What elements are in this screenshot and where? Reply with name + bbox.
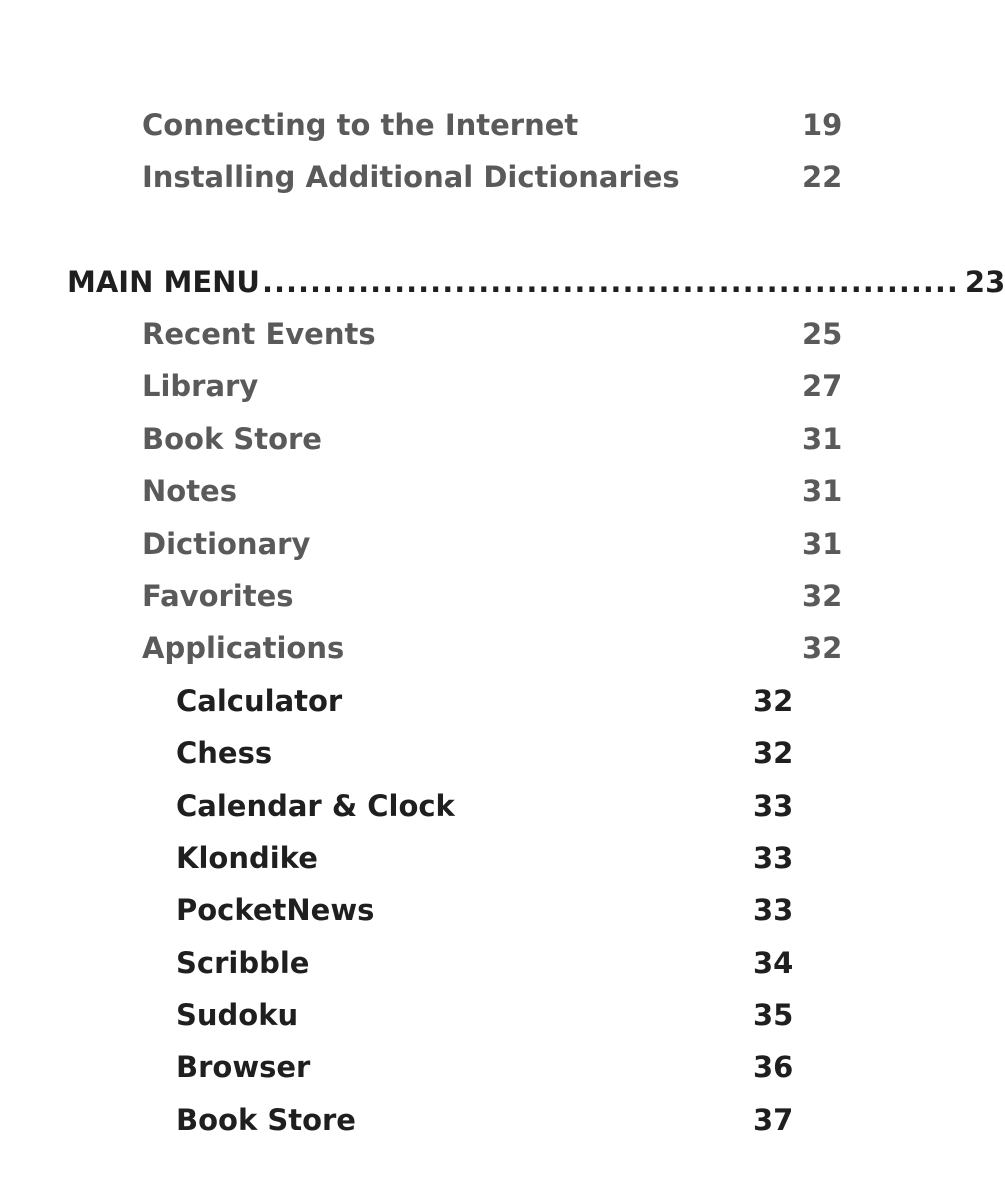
toc-entry-page: 27: [802, 369, 843, 403]
toc-entry-title: Applications: [142, 631, 345, 665]
toc-entry-page: 33: [753, 789, 794, 823]
toc-entry-title: Scribble: [176, 946, 310, 980]
toc-entry-page: 25: [802, 317, 843, 351]
toc-entry-title: Chess: [176, 736, 273, 770]
toc-entry-page: 34: [753, 946, 794, 980]
toc-entry-title: Book Store: [176, 1103, 356, 1137]
toc-entry-installing-dictionaries[interactable]: [142, 157, 842, 197]
toc-entry-title: Connecting to the Internet: [142, 108, 579, 142]
toc-entry-title: Sudoku: [176, 998, 299, 1032]
toc-entry-browser[interactable]: [176, 1047, 796, 1087]
toc-entry-title: Notes: [142, 474, 237, 508]
toc-entry-title: Library: [142, 369, 259, 403]
toc-entry-page: 35: [753, 998, 794, 1032]
toc-entry-calendar-clock[interactable]: [176, 786, 796, 826]
toc-entry-title: Installing Additional Dictionaries: [142, 160, 680, 194]
toc-entry-favorites[interactable]: [142, 576, 842, 616]
toc-entry-page: 33: [753, 893, 794, 927]
toc-entry-title: Dictionary: [142, 527, 311, 561]
toc-entry-klondike[interactable]: [176, 838, 796, 878]
toc-entry-title: Calendar & Clock: [176, 789, 455, 823]
toc-entry-book-store[interactable]: [142, 419, 842, 459]
toc-leader-dots: ..........................................................: [261, 265, 959, 299]
toc-entry-title: Book Store: [142, 422, 322, 456]
toc-entry-page: 32: [802, 579, 843, 613]
toc-entry-applications[interactable]: [142, 628, 842, 668]
toc-entry-page: 36: [753, 1050, 794, 1084]
toc-entry-page: 32: [753, 684, 794, 718]
toc-entry-page: 31: [802, 422, 843, 456]
toc-entry-page: 22: [802, 160, 843, 194]
toc-section-page: 23: [964, 265, 1005, 299]
toc-entry-title: Favorites: [142, 579, 294, 613]
toc-entry-page: 31: [802, 527, 843, 561]
toc-entry-title: Klondike: [176, 841, 318, 875]
toc-entry-page: 33: [753, 841, 794, 875]
toc-entry-sudoku[interactable]: [176, 995, 796, 1035]
toc-entry-notes[interactable]: [142, 471, 842, 511]
toc-entry-page: 31: [802, 474, 843, 508]
toc-entry-title: PocketNews: [176, 893, 375, 927]
toc-entry-page: 32: [802, 631, 843, 665]
toc-entry-title: Calculator: [176, 684, 343, 718]
toc-entry-page: 37: [753, 1103, 794, 1137]
toc-entry-calculator[interactable]: [176, 681, 796, 721]
toc-entry-app-book-store[interactable]: [176, 1100, 796, 1140]
toc-entry-pocketnews[interactable]: [176, 890, 796, 930]
toc-entry-page: 19: [802, 108, 843, 142]
toc-entry-title: Browser: [176, 1050, 311, 1084]
toc-section-title: MAIN MENU: [67, 265, 260, 299]
toc-entry-recent-events[interactable]: [142, 314, 842, 354]
toc-section-main-menu[interactable]: [67, 262, 1005, 302]
toc-entry-scribble[interactable]: [176, 943, 796, 983]
toc-entry-title: Recent Events: [142, 317, 376, 351]
toc-entry-page: 32: [753, 736, 794, 770]
toc-entry-library[interactable]: [142, 366, 842, 406]
toc-entry-connecting-internet[interactable]: [142, 105, 842, 145]
toc-entry-dictionary[interactable]: [142, 524, 842, 564]
toc-entry-chess[interactable]: [176, 733, 796, 773]
